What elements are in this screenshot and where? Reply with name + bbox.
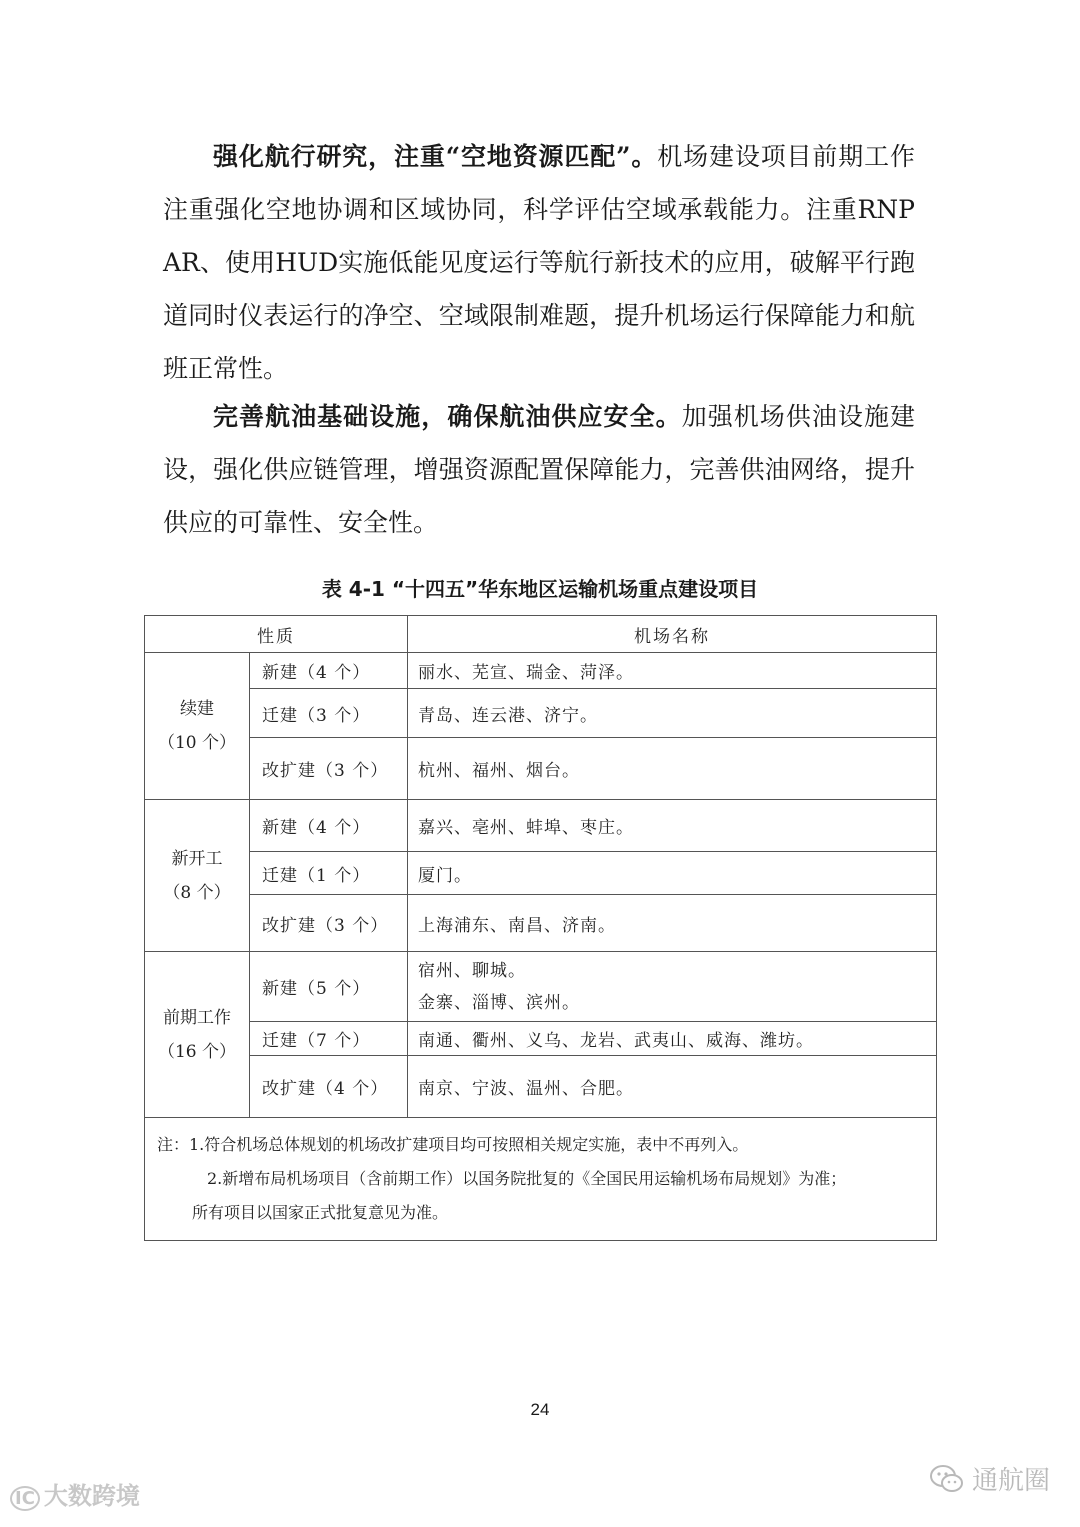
project-kind: 迁建（3 个） <box>250 689 408 738</box>
paragraph-navigation-research <box>163 130 915 395</box>
project-kind: 改扩建（4 个） <box>250 1056 408 1118</box>
group-name: 新开工 <box>171 848 223 869</box>
paragraph-lead: 完善航油基础设施，确保航油供应安全。 <box>213 402 682 431</box>
table-row <box>145 800 937 852</box>
group-cell <box>145 800 250 952</box>
airport-list <box>408 952 937 1022</box>
project-kind: 新建（5 个） <box>250 952 408 1022</box>
airport-list-line: 金寨、淄博、滨州。 <box>418 992 580 1013</box>
paragraph-body: 加强机场供油设施建设，强化供应链管理，增强资源配置保障能力，完善供油网络，提升供应的可靠性、安全性。 <box>163 402 915 537</box>
project-kind: 改扩建（3 个） <box>250 895 408 952</box>
table-row <box>145 1022 937 1056</box>
project-kind: 改扩建（3 个） <box>250 738 408 800</box>
airport-projects-table <box>144 615 937 1241</box>
airport-list: 嘉兴、亳州、蚌埠、枣庄。 <box>408 800 937 852</box>
table-row <box>145 1056 937 1118</box>
table-caption: 表 4-1 “十四五”华东地区运输机场重点建设项目 <box>321 577 759 601</box>
paragraph-fuel-infrastructure <box>163 390 915 549</box>
airport-list: 丽水、芜宣、瑞金、菏泽。 <box>408 653 937 689</box>
airport-list: 厦门。 <box>408 852 937 895</box>
group-cell <box>145 653 250 800</box>
watermark-logo-icon: IC <box>10 1486 40 1511</box>
group-count: （8 个） <box>163 882 231 903</box>
group-count: （10 个） <box>157 733 237 753</box>
header-nature: 性质 <box>145 616 408 653</box>
airport-list-line: 宿州、聊城。 <box>418 960 526 981</box>
project-kind: 迁建（1 个） <box>250 852 408 895</box>
group-cell <box>145 952 250 1118</box>
header-airports: 机场名称 <box>408 616 937 653</box>
watermark-right-text: 通航圈 <box>971 1466 1050 1496</box>
table-row <box>145 738 937 800</box>
table-notes-row <box>145 1118 937 1241</box>
airport-list: 南通、衢州、义乌、龙岩、武夷山、威海、潍坊。 <box>408 1022 937 1056</box>
table-notes <box>145 1118 937 1241</box>
group-name: 续建 <box>180 699 214 719</box>
table-row <box>145 653 937 689</box>
note-line: 所有项目以国家正式批复意见为准。 <box>192 1203 449 1222</box>
table-row <box>145 895 937 952</box>
note-line: 注：1.符合机场总体规划的机场改扩建项目均可按照相关规定实施，表中不再列入。 <box>157 1135 749 1154</box>
group-count: （16 个） <box>157 1041 237 1062</box>
watermark-right <box>930 1460 1050 1497</box>
airport-list: 青岛、连云港、济宁。 <box>408 689 937 738</box>
watermark-left-text: 大数跨境 <box>43 1482 140 1510</box>
note-line: 2.新增布局机场项目（含前期工作）以国务院批复的《全国民用运输机场布局规划》为准； <box>207 1169 847 1188</box>
paragraph-lead: 强化航行研究，注重“空地资源匹配”。 <box>213 142 658 171</box>
wechat-icon <box>930 1464 964 1494</box>
table-header-row <box>145 616 937 653</box>
airport-list: 杭州、福州、烟台。 <box>408 738 937 800</box>
project-kind: 迁建（7 个） <box>250 1022 408 1056</box>
airport-list: 上海浦东、南昌、济南。 <box>408 895 937 952</box>
project-kind: 新建（4 个） <box>250 800 408 852</box>
paragraph-body: 机场建设项目前期工作注重强化空地协调和区域协同，科学评估空域承载能力。注重RNP AR、使用HUD实施低能见度运行等航行新技术的应用，破解平行跑道同时仪表运行的净空、空域限制难题，提升机场运行保障能力和航班正常性。 <box>163 142 915 383</box>
group-name: 前期工作 <box>163 1007 231 1028</box>
airport-list: 南京、宁波、温州、合肥。 <box>408 1056 937 1118</box>
table-row <box>145 852 937 895</box>
table-row <box>145 689 937 738</box>
page-number: 24 <box>530 1400 550 1419</box>
table-row <box>145 952 937 1022</box>
watermark-left <box>10 1476 140 1511</box>
project-kind: 新建（4 个） <box>250 653 408 689</box>
